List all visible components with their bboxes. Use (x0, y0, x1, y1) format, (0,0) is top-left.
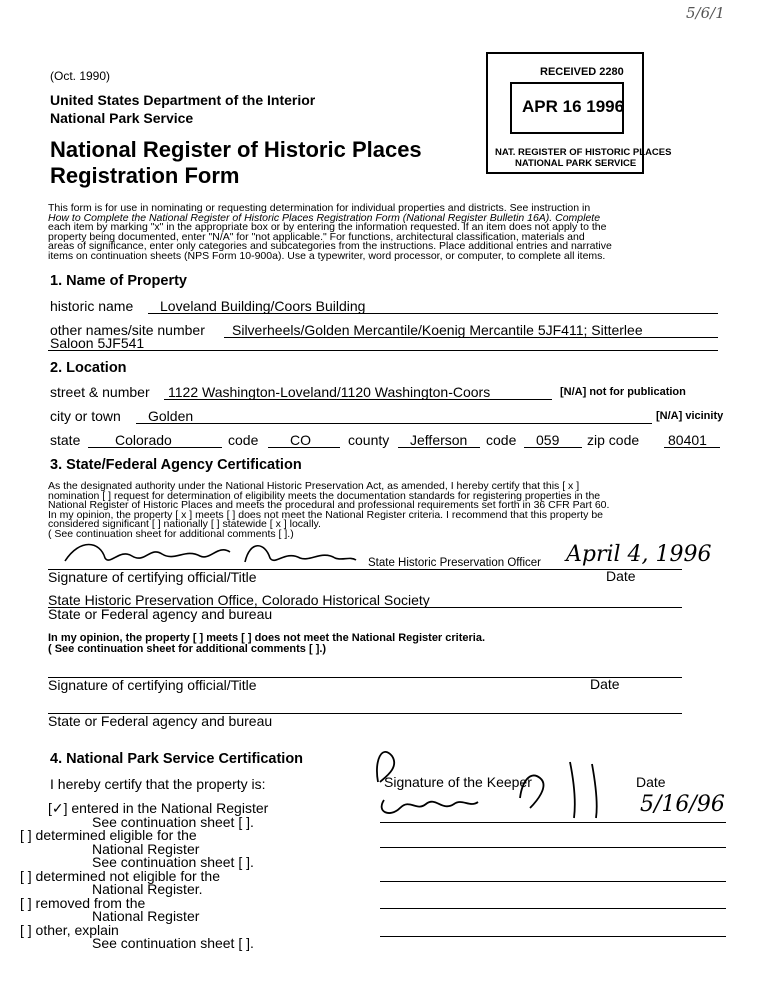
keeper-date: 5/16/96 (640, 792, 725, 817)
stamp-footer-1: NAT. REGISTER OF HISTORIC PLACES (495, 147, 672, 158)
certify-statement: I hereby certify that the property is: (50, 776, 266, 792)
date-label-1: Date (606, 568, 636, 584)
other-names-line-2 (48, 350, 718, 351)
keeper-signature-label: Signature of the Keeper (384, 774, 532, 790)
not-eligible-option[interactable]: [ ] determined not eligible for the (20, 868, 221, 884)
stamp-footer-2: NATIONAL PARK SERVICE (515, 158, 637, 169)
other-continuation: See continuation sheet [ ]. (92, 935, 254, 951)
instruction-line: This form is for use in nominating or requesting determination for individual properties and districts. See instruction in (48, 202, 591, 214)
county-line (398, 447, 480, 448)
removed-register: National Register (92, 908, 200, 924)
signature-label-1: Signature of certifying official/Title (48, 569, 257, 585)
historic-name-line (148, 313, 718, 314)
section-3-heading: 3. State/Federal Agency Certification (50, 457, 302, 473)
opinion-line-2: ( See continuation sheet for additional comments [ ].) (48, 643, 327, 655)
keeper-line-1 (380, 822, 726, 823)
service-name: National Park Service (50, 110, 194, 126)
cert-line: As the designated authority under the National Historic Preservation Act, as amended, I hereby certify that this [ x ] (48, 480, 580, 492)
street-label: street & number (50, 384, 150, 400)
not-eligible-register: National Register. (92, 881, 203, 897)
code-line (268, 447, 340, 448)
cert-line: nomination [ ] request for determination of eligibility meets the documentation standards for registering properties in the (48, 489, 601, 502)
stamp-date: APR 16 1996 (522, 97, 625, 116)
historic-name-value[interactable]: Loveland Building/Coors Building (160, 298, 366, 314)
city-line (136, 423, 652, 424)
form-subtitle: Registration Form (50, 163, 240, 188)
cert-line: In my opinion, the property [ x ] meets [ ] does not meet the National Register criteria. I recommend that this property be (48, 508, 604, 521)
keeper-line-3 (380, 881, 726, 882)
cert-line: ( See continuation sheet for additional comments [ ].) (48, 527, 294, 540)
other-names-line (224, 337, 718, 338)
county-value[interactable]: Jefferson (410, 432, 468, 448)
keeper-line-2 (380, 847, 726, 848)
corner-handwritten-mark: 5/6/1 (686, 4, 725, 22)
stamp-date-box (510, 82, 624, 134)
not-for-publication: [N/A] not for publication (560, 386, 686, 398)
code-value[interactable]: CO (290, 432, 311, 448)
shpo-agency-value[interactable]: State Historic Preservation Office, Colorado Historical Society (48, 592, 430, 608)
city-label: city or town (50, 408, 121, 424)
form-title: National Register of Historic Places (50, 137, 422, 162)
vicinity: [N/A] vicinity (656, 410, 724, 422)
stamp-received: RECEIVED 2280 (540, 66, 624, 78)
other-names-value[interactable]: Silverheels/Golden Mercantile/Koenig Mercantile 5JF411; Sitterlee (232, 322, 643, 338)
code-label: code (228, 432, 259, 448)
eligible-register: National Register (92, 841, 200, 857)
eligible-continuation: See continuation sheet [ ]. (92, 854, 254, 870)
county-code-value[interactable]: 059 (536, 432, 560, 448)
county-code-line (524, 447, 582, 448)
cert-line: considered significant [ ] nationally [ ] statewide [ x ] locally. (48, 518, 321, 531)
instruction-line: items on continuation sheets (NPS Form 10-900a). Use a typewriter, word processor, or computer, to complete all items. (48, 249, 606, 262)
signature-label-2: Signature of certifying official/Title (48, 677, 257, 693)
state-value[interactable]: Colorado (115, 432, 172, 448)
keeper-signature (370, 742, 630, 824)
shpo-signature (60, 536, 360, 572)
other-names-value-cont[interactable]: Saloon 5JF541 (50, 335, 145, 351)
certification-paragraph (48, 482, 728, 540)
keeper-line-4 (380, 908, 726, 909)
state-label: state (50, 432, 81, 448)
county-code-label: code (486, 432, 517, 448)
agency-label-1: State or Federal agency and bureau (48, 606, 273, 622)
opinion-line-1: In my opinion, the property [ ] meets [ ] does not meet the National Register criteria. (48, 632, 486, 644)
zip-label: zip code (587, 432, 640, 448)
department-name: United States Department of the Interior (50, 92, 316, 108)
instruction-line: How to Complete the National Register of Historic Places Registration Form (National Register Bulletin 16A). Complete (48, 211, 601, 224)
street-value[interactable]: 1122 Washington-Loveland/1120 Washington-Coors (168, 384, 491, 400)
other-names-label: other names/site number (50, 322, 205, 338)
county-label: county (348, 432, 390, 448)
cert-line: National Register of Historic Places and meets the procedural and professional requirements set forth in 36 CFR Part 60. (48, 499, 610, 512)
state-line (88, 447, 222, 448)
instruction-line: each item by marking "x" in the appropriate box or by entering the information requested. If an item does not apply to the (48, 221, 607, 234)
instruction-line: property being documented, enter "N/A" for "not applicable." For functions, architectural classification, materials and (48, 230, 585, 243)
entered-continuation: See continuation sheet [ ]. (92, 814, 254, 830)
shpo-signature-date: April 4, 1996 (566, 542, 712, 567)
instruction-line: areas of significance, enter only categories and subcategories from the instructions. Place additional entries and narrative (48, 240, 612, 253)
shpo-title: State Historic Preservation Officer (368, 557, 541, 569)
section-2-heading: 2. Location (50, 360, 127, 376)
section-1-heading: 1. Name of Property (50, 273, 187, 289)
street-line (164, 399, 552, 400)
city-value[interactable]: Golden (148, 408, 194, 424)
form-version: (Oct. 1990) (50, 69, 111, 83)
historic-name-label: historic name (50, 298, 134, 314)
section-4-heading: 4. National Park Service Certification (50, 751, 304, 767)
other-option[interactable]: [ ] other, explain (20, 922, 119, 938)
keeper-line-5 (380, 936, 726, 937)
date-label-2: Date (590, 676, 620, 692)
agency-label-2: State or Federal agency and bureau (48, 713, 273, 729)
received-stamp (486, 52, 672, 174)
zip-line (664, 447, 720, 448)
removed-option[interactable]: [ ] removed from the (20, 895, 146, 911)
instructions (48, 204, 728, 262)
zip-value[interactable]: 80401 (668, 432, 707, 448)
eligible-option[interactable]: [ ] determined eligible for the (20, 827, 197, 843)
entered-option[interactable]: [✓] entered in the National Register (48, 800, 269, 816)
keeper-date-label: Date (636, 774, 666, 790)
